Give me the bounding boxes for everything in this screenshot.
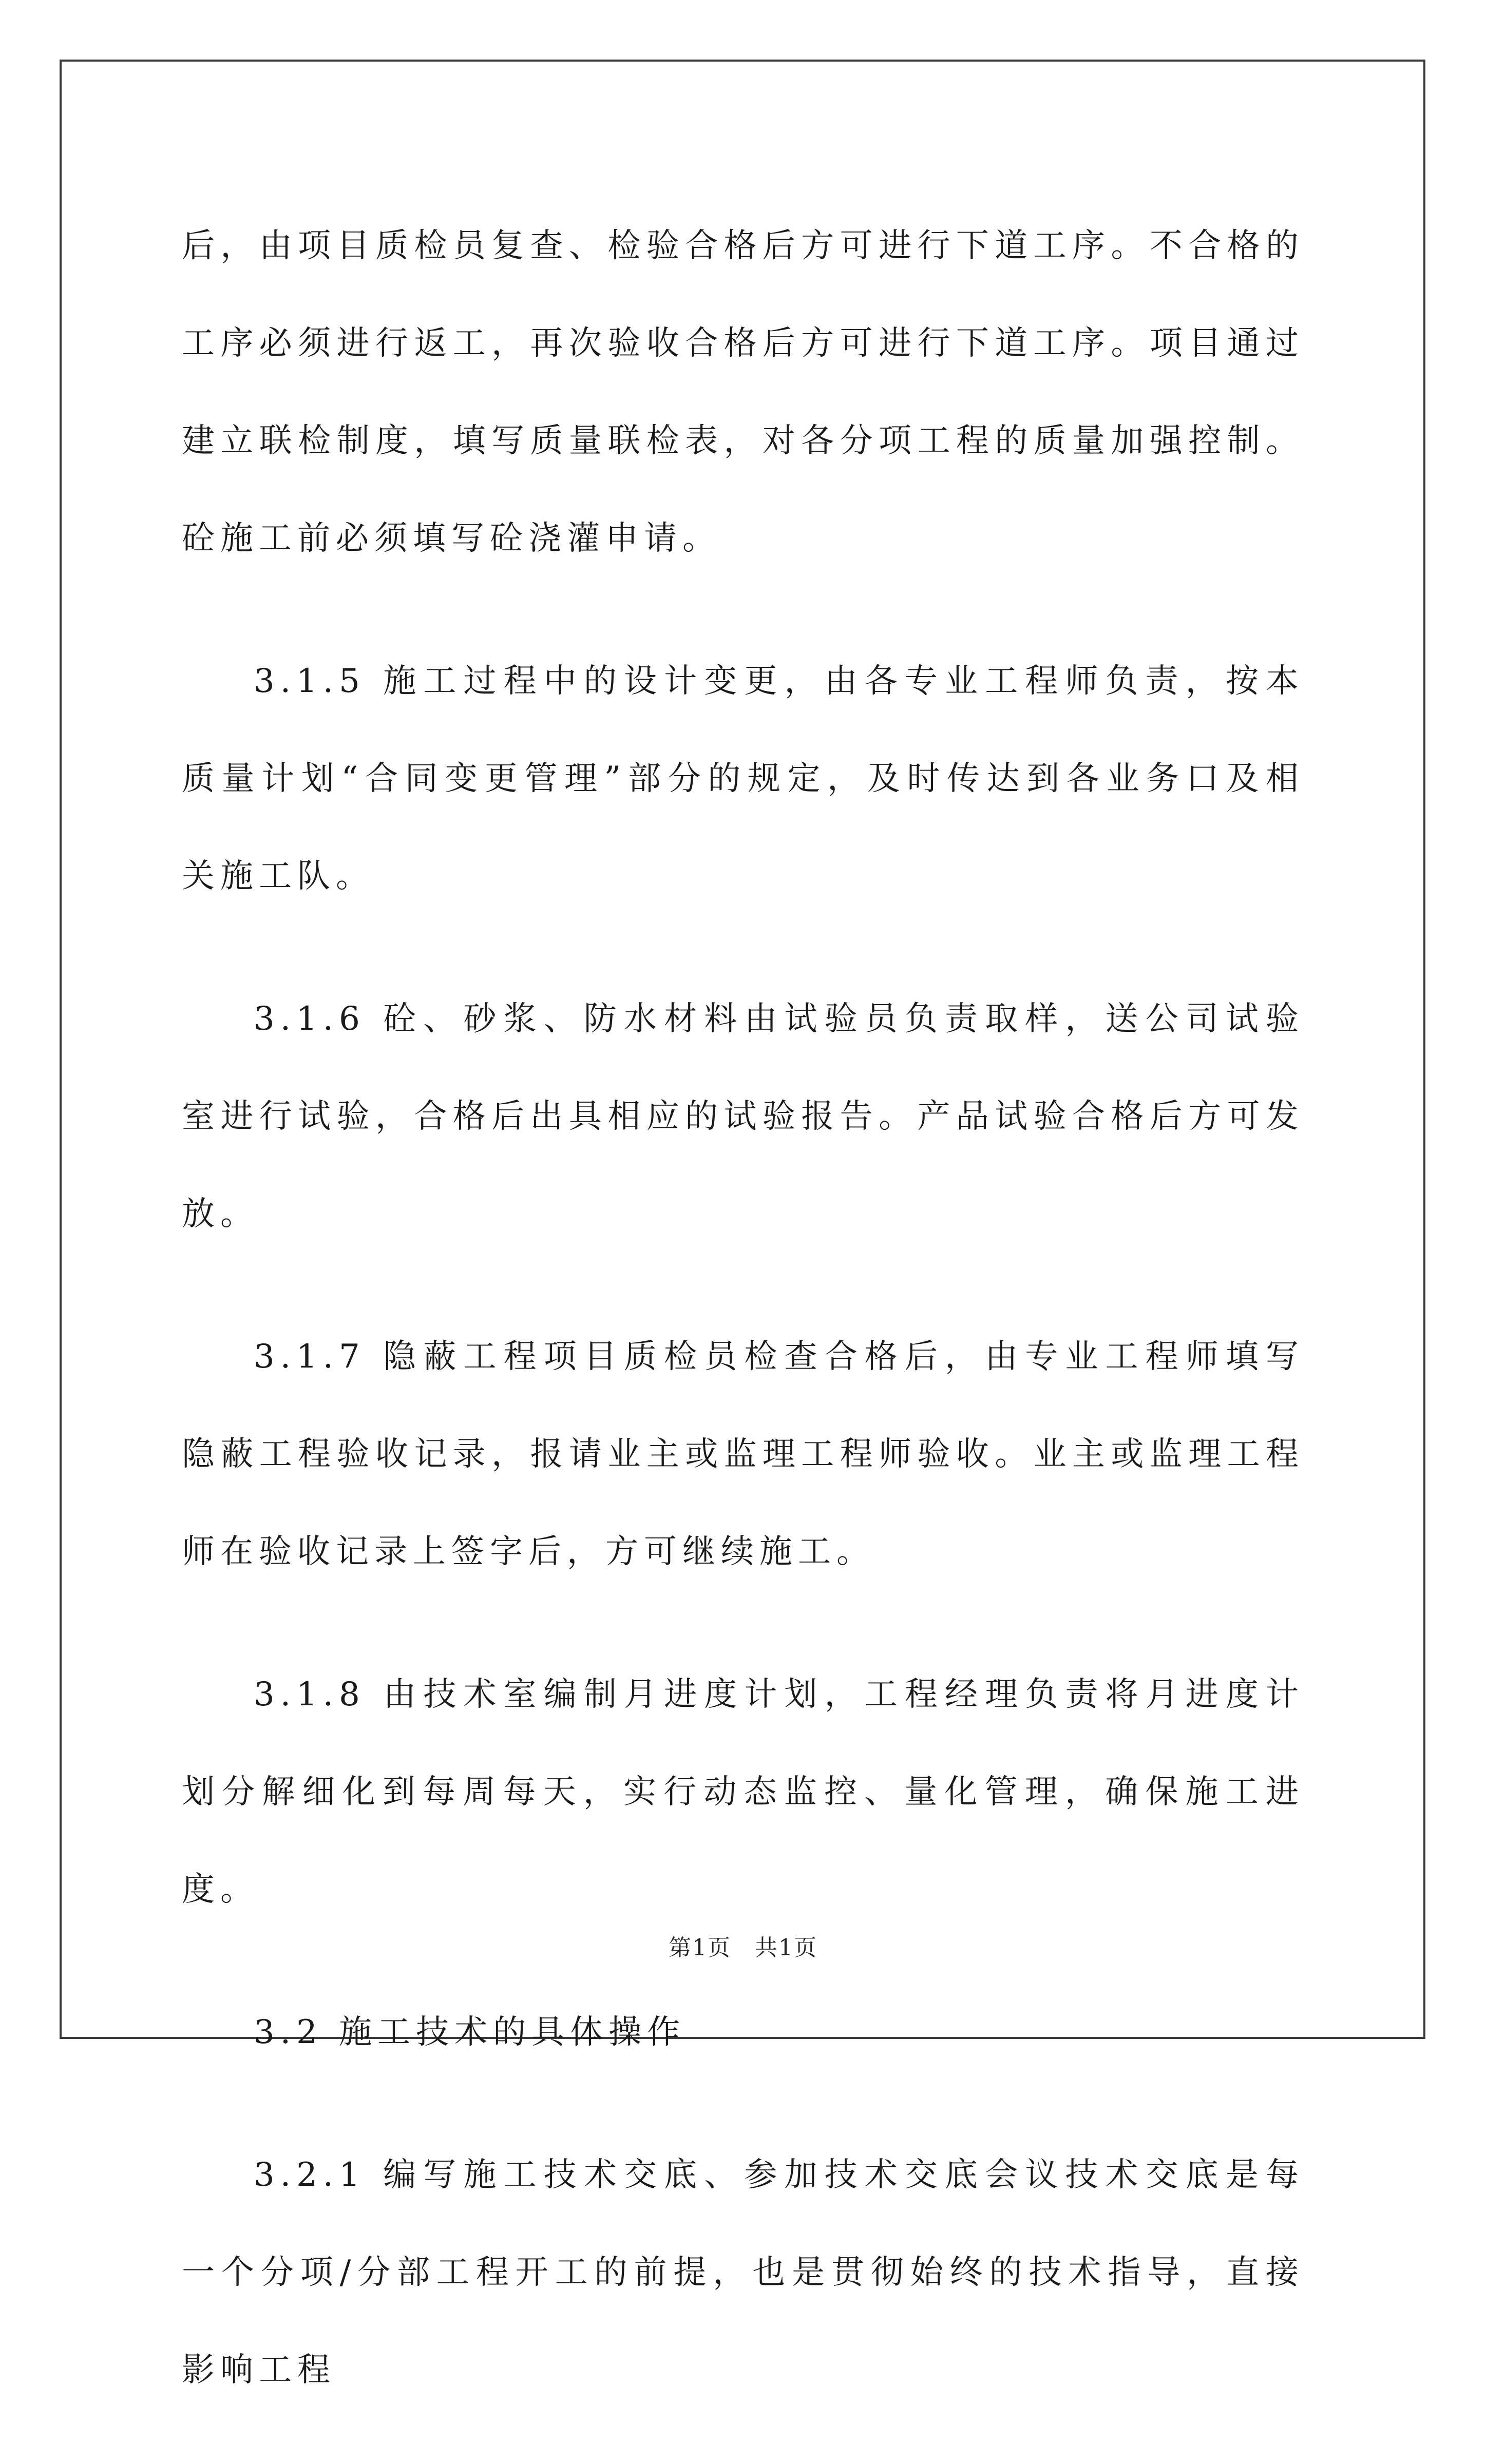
document-body (182, 197, 1304, 2464)
paragraph-3-1-7: 3.1.7 隐蔽工程项目质检员检查合格后，由专业工程师填写隐蔽工程验收记录，报请业主或监理工程师验收。业主或监理工程师在验收记录上签字后，方可继续施工。 (182, 1338, 1304, 1571)
paragraph-continuation: 后，由项目质检员复查、检验合格后方可进行下道工序。不合格的工序必须进行返工，再次验收合格后方可进行下道工序。项目通过建立联检制度，填写质量联检表，对各分项工程的质量加强控制。砼施工前必须填写砼浇灌申请。 (182, 227, 1304, 557)
section-heading-3-2: 3.2 施工技术的具体操作 (254, 2013, 686, 2051)
page-footer: 第1页 共1页 (669, 1935, 817, 1961)
paragraph-3-1-6: 3.1.6 砼、砂浆、防水材料由试验员负责取样，送公司试验室进行试验，合格后出具相应的试验报告。产品试验合格后方可发放。 (182, 1000, 1304, 1233)
paragraph-3-1-8: 3.1.8 由技术室编制月进度计划，工程经理负责将月进度计划分解细化到每周每天，实行动态监控、量化管理，确保施工进度。 (182, 1676, 1304, 1909)
paragraph-3-2-1: 3.2.1 编写施工技术交底、参加技术交底会议技术交底是每一个分项/分部工程开工的前提，也是贯彻始终的技术指导，直接影响工程 (182, 2156, 1304, 2389)
paragraph-3-1-5: 3.1.5 施工过程中的设计变更，由各专业工程师负责，按本质量计划“合同变更管理”部分的规定，及时传达到各业务口及相关施工队。 (182, 662, 1304, 895)
